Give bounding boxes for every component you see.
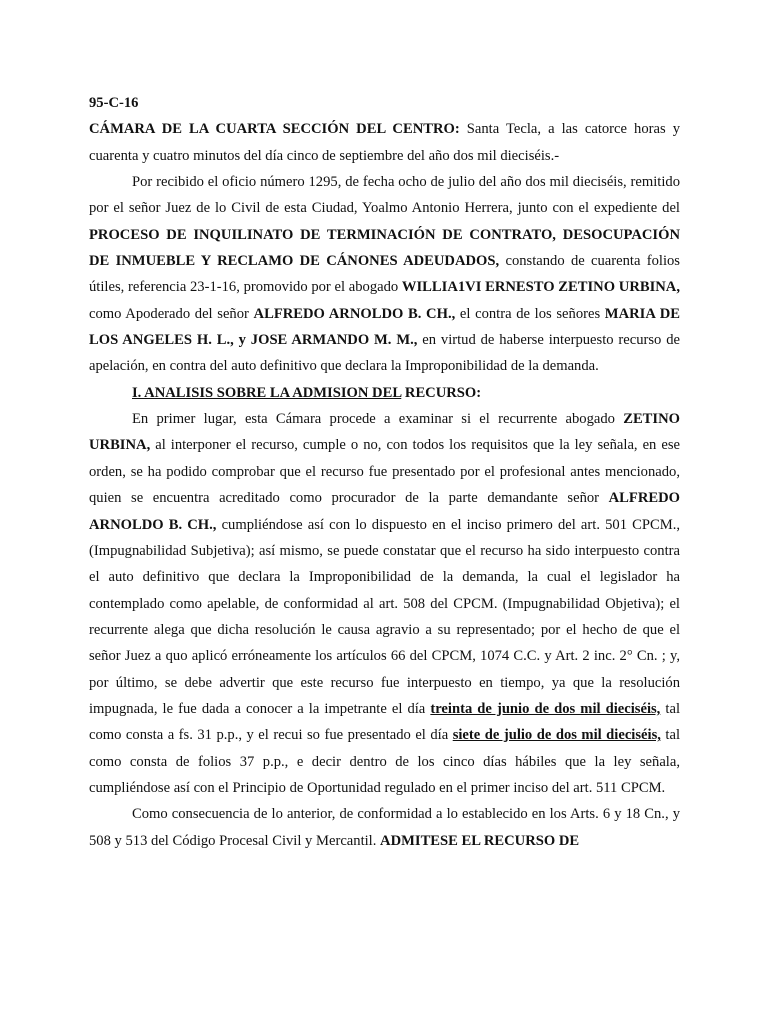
conclusion-paragraph (89, 801, 680, 854)
notification-date: treinta de junio de dos mil dieciséis, (430, 700, 661, 717)
section-heading (89, 380, 680, 406)
receipt-paragraph (89, 169, 680, 380)
analysis-text-1: En primer lugar, esta Cámara procede a examinar si el recurrente abogado (132, 411, 624, 428)
section-heading-rest: RECURSO: (401, 384, 482, 401)
admission-resolution: ADMITESE EL RECURSO DE (380, 832, 580, 849)
receipt-text-2: constando de cuarenta folios útiles, referencia 23-1-16, promovido por el abogado (89, 253, 680, 296)
analysis-text-2: al interponer el recurso, cumple o no, con todos los requisitos que la ley señala, en ese orden, se ha podido comprobar que el recurso fue presentado por el profesional antes mencionado, quien se encuentra acreditado como procurador de la parte demandante señor (89, 437, 680, 507)
plaintiff-name-2: ALFREDO ARNOLDO B. CH., (89, 490, 680, 533)
case-reference (89, 90, 680, 116)
appellant-name: ZETINO URBINA, (89, 411, 680, 454)
conclusion-text-1: Como consecuencia de lo anterior, de conformidad a lo establecido en los Arts. 6 y 18 Cn., y 508 y 513 del Código Procesal Civil y Mercantil. (89, 806, 680, 849)
process-title: PROCESO DE INQUILINATO DE TERMINACIÓN DE CONTRATO, DESOCUPACIÓN DE INMUEBLE Y RECLAMO DE CÁNONES ADEUDADOS, (89, 226, 680, 270)
analysis-text-5: tal como consta de folios 37 p.p., e decir dentro de los cinco días hábiles que la ley señala, cumpliéndose así con el Principio de Oportunidad regulado en el primer inciso del art. 511 CPCM. (89, 727, 680, 796)
receipt-text-1: Por recibido el oficio número 1295, de fecha ocho de julio del año dos mil dieciséis, remitido por el señor Juez de lo Civil de esta Ciudad, Yoalmo Antonio Herrera, junto con el expediente del (89, 174, 680, 217)
attorney-name: WILLIA1VI ERNESTO ZETINO URBINA, (401, 279, 680, 296)
plaintiff-name: ALFREDO ARNOLDO B. CH., (253, 305, 456, 322)
analysis-paragraph (89, 406, 680, 801)
court-name: CÁMARA DE LA CUARTA SECCIÓN DEL CENTRO: (89, 121, 460, 138)
case-reference-text: 95-C-16 (89, 95, 139, 111)
document-page (89, 90, 680, 854)
filing-date: siete de julio de dos mil dieciséis, (452, 727, 661, 744)
receipt-text-4: el contra de los señores (455, 305, 605, 322)
section-heading-underlined: I. ANALISIS SOBRE LA ADMISION DEL (132, 384, 402, 401)
defendants-names: MARIA DE LOS ANGELES H. L., y JOSE ARMANDO M. M., (89, 305, 680, 349)
receipt-text-3: como Apoderado del señor (89, 305, 254, 322)
receipt-text-5: en virtud de haberse interpuesto recurso de apelación, en contra del auto definitivo que declara la Improponibilidad de la demanda. (89, 332, 680, 375)
analysis-text-4: tal como consta a fs. 31 p.p., y el recui so fue presentado el día (89, 700, 680, 744)
court-header-text: Santa Tecla, a las catorce horas y cuarenta y cuatro minutos del día cinco de septiembre del año dos mil dieciséis.- (89, 121, 680, 164)
analysis-text-3: cumpliéndose así con lo dispuesto en el inciso primero del art. 501 CPCM., (Impugnabilidad Subjetiva); así mismo, se puede constatar que el recurso ha sido interpuesto contra el auto definitivo que declara la Improponibilidad de la demanda, la cual el legislador ha contemplado como apelable, de conformidad al art. 508 del CPCM. (Impugnabilidad Objetiva); el recurrente alega que dicha resolución le causa agravio a su representado; por el hecho de que el señor Juez a quo aplicó erróneamente los artículos 66 del CPCM, 1074 C.C. y Art. 2 inc. 2° Cn. ; y, por último, se debe advertir que este recurso fue interpuesto en tiempo, ya que la resolución impugnada, le fue dada a conocer a la impetrante el día (89, 516, 680, 717)
court-header-paragraph (89, 116, 680, 169)
